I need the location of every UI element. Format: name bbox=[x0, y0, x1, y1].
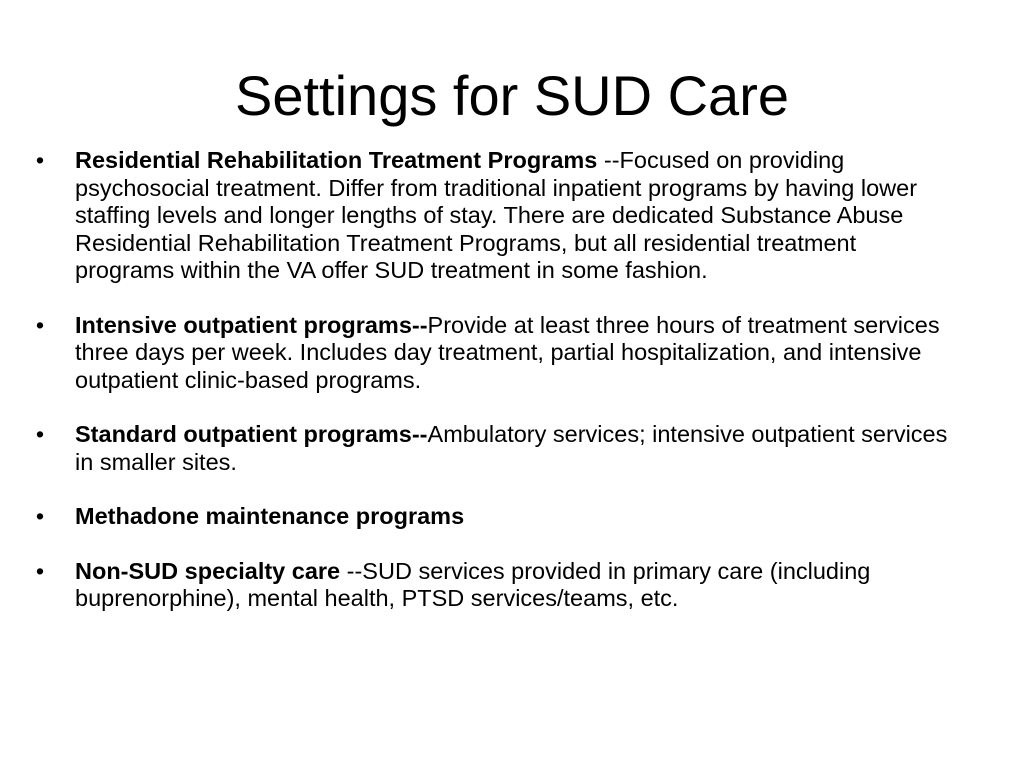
bullet-term: Standard outpatient programs-- bbox=[75, 421, 428, 447]
bullet-text: Provide at least three hours of treatment services three days per week. Includes day treatment, partial hospitalization, and intensive outpatient clinic-based programs. bbox=[75, 311, 940, 393]
bullet-item-methadone bbox=[30, 503, 960, 531]
slide-title: Settings for SUD Care bbox=[235, 64, 789, 127]
bullet-icon: • bbox=[35, 557, 45, 584]
bullet-icon: • bbox=[35, 421, 45, 447]
bullet-item-standard-outpatient bbox=[30, 421, 960, 476]
bullet-item-non-sud-specialty bbox=[30, 558, 960, 613]
bullet-term: Intensive outpatient programs-- bbox=[75, 311, 428, 338]
bullet-icon: • bbox=[35, 147, 45, 173]
bullet-text: --SUD services provided in primary care (including buprenorphine), mental health, PTSD services/teams, etc. bbox=[75, 557, 871, 611]
bullet-term: Methadone maintenance programs bbox=[75, 503, 465, 529]
bullet-term: Non-SUD specialty care bbox=[75, 557, 341, 584]
bullet-item-intensive-outpatient bbox=[30, 312, 960, 395]
bullet-term: Residential Rehabilitation Treatment Programs bbox=[75, 147, 598, 173]
bullet-icon: • bbox=[35, 311, 45, 338]
bullet-item-residential bbox=[30, 147, 960, 285]
bullet-text: --Focused on providing psychosocial treatment. Differ from traditional inpatient programs by having lower staffing levels and longer lengths of stay. There are dedicated Substance Abuse Residential Rehabilitation Treatment Programs, but all residential treatment programs within the VA offer SUD treatment in some fashion. bbox=[75, 147, 918, 283]
bullet-text: Ambulatory services; intensive outpatient services in smaller sites. bbox=[75, 421, 948, 475]
bullet-list bbox=[30, 147, 960, 640]
bullet-icon: • bbox=[35, 503, 45, 529]
